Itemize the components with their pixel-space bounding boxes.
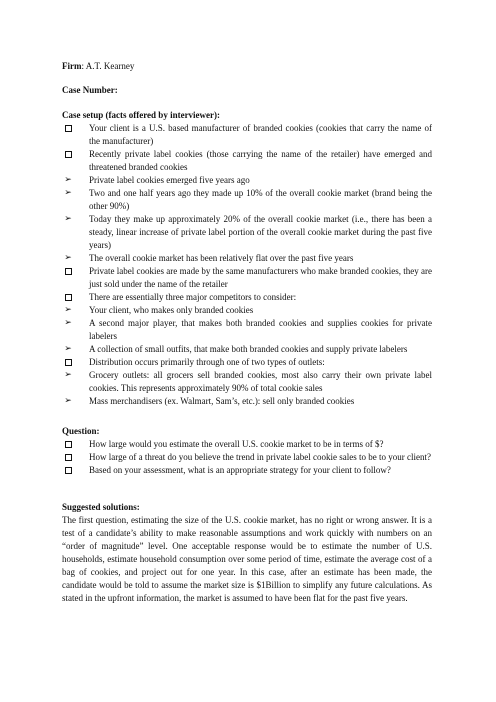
square-bullet-icon — [63, 356, 73, 370]
list-item-text: A second major player, that makes both branded cookies and supplies cookies for private labelers — [89, 318, 432, 341]
list-item — [62, 122, 432, 148]
firm-value: : A.T. Kearney — [81, 61, 135, 71]
list-item-text: Distribution occurs primarily through one of two types of outlets: — [89, 357, 325, 367]
solutions-heading: Suggested solutions: — [62, 502, 140, 512]
arrow-bullet-icon: ➢ — [64, 318, 72, 328]
arrow-bullet-icon: ➢ — [64, 188, 72, 198]
list-item-text: The overall cookie market has been relatively flat over the past five years — [89, 253, 354, 263]
list-item — [62, 187, 432, 213]
list-item — [62, 148, 432, 174]
case-setup-heading: Case setup (facts offered by interviewer): — [62, 110, 221, 120]
square-bullet-icon — [63, 265, 73, 279]
square-bullet-icon — [63, 122, 73, 136]
list-item — [62, 265, 432, 291]
list-item-text: How large would you estimate the overall U.S. cookie market to be in terms of $? — [89, 439, 384, 449]
list-item-text: Private label cookies emerged five years ago — [89, 175, 250, 185]
list-item-text: Mass merchandisers (ex. Walmart, Sam’s, etc.): sell only branded cookies — [89, 396, 355, 406]
list-item — [62, 291, 432, 304]
arrow-bullet-icon: ➢ — [64, 305, 72, 315]
list-item — [62, 174, 432, 187]
arrow-bullet-icon: ➢ — [64, 214, 72, 224]
firm-label: Firm — [62, 61, 82, 71]
square-bullet-icon — [63, 464, 73, 478]
question-heading: Question: — [62, 426, 100, 436]
list-item-text: Based on your assessment, what is an appropriate strategy for your client to follow? — [89, 465, 391, 475]
list-item-text: Your client, who makes only branded cookies — [89, 305, 254, 315]
arrow-bullet-icon: ➢ — [64, 370, 72, 380]
list-item — [62, 317, 432, 343]
list-item-text: There are essentially three major competitors to consider: — [89, 292, 297, 302]
solutions-section — [62, 501, 432, 605]
square-bullet-icon — [63, 148, 73, 162]
list-item-text: Your client is a U.S. based manufacturer of branded cookies (cookies that carry the name of the manufacturer) — [89, 123, 432, 146]
list-item — [62, 451, 432, 464]
list-item — [62, 438, 432, 451]
case-setup-list — [62, 122, 432, 408]
list-item-text: A collection of small outfits, that make both branded cookies and supply private labelers — [89, 344, 408, 354]
case-number: Case Number: — [62, 85, 118, 95]
firm-line — [62, 60, 134, 73]
question-section — [62, 425, 432, 477]
square-bullet-icon — [63, 438, 73, 452]
list-item-text: Private label cookies are made by the same manufacturers who make branded cookies, they are just sold under the name of the retailer — [89, 266, 432, 289]
list-item — [62, 464, 432, 477]
list-item — [62, 395, 432, 408]
arrow-bullet-icon: ➢ — [64, 175, 72, 185]
solutions-paragraph: The first question, estimating the size of the U.S. cookie market, has no right or wrong answer. It is a test of a candidate’s ability to make reasonable assumptions and work quickly with numbers on an “order of magnitude” level. One acceptable response would be to estimate the number of U.S. households, estimate household consumption over some period of time, estimate the average cost of a bag of cookies, and project out for one year. In this case, after an estimate has been made, the candidate would be told to assume the market size is $1Billion to simplify any future calculations. As stated in the upfront information, the market is assumed to have been flat for the past five years. — [62, 515, 432, 603]
list-item — [62, 213, 432, 252]
square-bullet-icon — [63, 291, 73, 305]
list-item — [62, 343, 432, 356]
arrow-bullet-icon: ➢ — [64, 396, 72, 406]
list-item — [62, 369, 432, 395]
list-item — [62, 356, 432, 369]
list-item-text: Recently private label cookies (those carrying the name of the retailer) have emerged and threatened branded cookies — [89, 149, 432, 172]
list-item — [62, 304, 432, 317]
arrow-bullet-icon: ➢ — [64, 253, 72, 263]
case-setup-section — [62, 109, 432, 408]
arrow-bullet-icon: ➢ — [64, 344, 72, 354]
list-item-text: Two and one half years ago they made up 10% of the overall cookie market (brand being the other 90%) — [89, 188, 432, 211]
list-item — [62, 252, 432, 265]
square-bullet-icon — [63, 451, 73, 465]
list-item-text: Grocery outlets: all grocers sell branded cookies, most also carry their own private label cookies. This represents approximately 90% of total cookie sales — [89, 370, 432, 393]
list-item-text: Today they make up approximately 20% of the overall cookie market (i.e., there has been a steady, linear increase of private label portion of the overall cookie market during the past five years) — [89, 214, 432, 250]
list-item-text: How large of a threat do you believe the trend in private label cookie sales to be to your client? — [89, 452, 431, 462]
question-list — [62, 438, 432, 477]
